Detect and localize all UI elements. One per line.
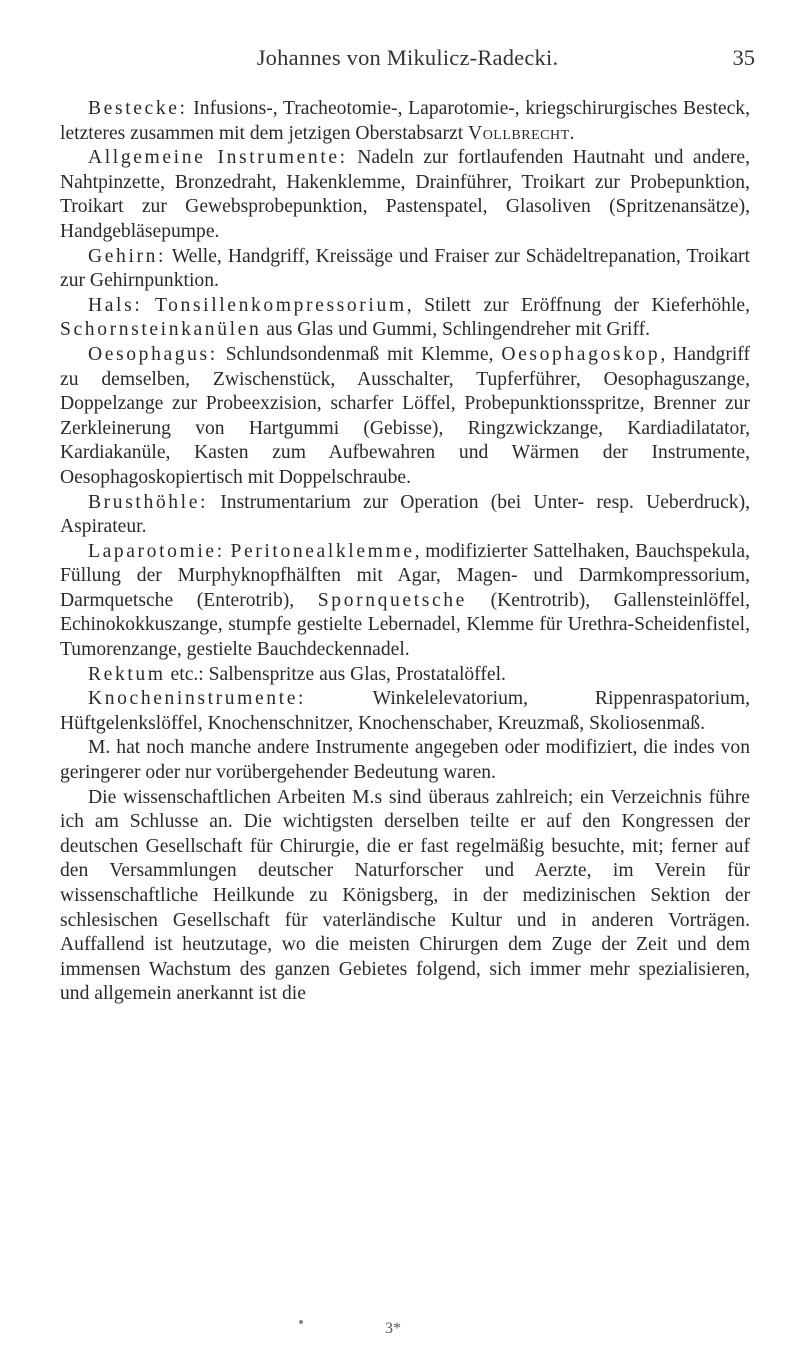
paragraph-text: (Kentrotrib), Gallensteinlöffel, Echinokokkuszange, stumpfe gestielte Lebernadel, Klemme für Urethra-Scheidenfistel, Tumorenzange, gestielte Bauchdeckennadel.	[60, 589, 750, 661]
paragraph-text: Schlundsondenmaß mit Klemme,	[217, 343, 502, 365]
paragraph-text: Winkelelevatorium, Rippenraspatorium, Hüftgelenkslöffel, Knochenschnitzer, Knochenschaber, Kreuzmaß, Skoliosenmaß.	[60, 688, 750, 734]
section-label: Allgemeine Instrumente:	[88, 147, 348, 169]
section-label: Bestecke:	[88, 98, 188, 119]
paragraph-text: , modifizierter Sattelhaken, Bauchspekula, Füllung der Murphyknopfhälften mit Agar, Magen- und Darmkompressorium, Darmquetsche (Enterotrib),	[60, 540, 750, 611]
paragraph-tail: .	[569, 122, 575, 144]
section-label: Knocheninstrumente:	[88, 688, 307, 710]
paragraph-text: etc.: Salbenspritze aus Glas, Prostatalöffel.	[165, 663, 506, 685]
running-head	[60, 38, 755, 78]
section-label: Gehirn:	[88, 245, 167, 267]
body-text	[60, 97, 750, 1007]
section-label: Laparotomie:	[88, 540, 225, 562]
paragraph-wissenschaftliche-arbeiten: Die wissenschaftlichen Arbeiten M.s sind überaus zahlreich; ein Verzeichnis führe ich am Schlusse an. Die wichtigsten derselben teilte er auf den Kongressen der deutschen Gesellschaft für Chirurgie, die er fast regelmäßig besuchte, mit; ferner auf den Versammlungen deutscher Naturforscher und Aerzte, im Verein für wissenschaftliche Heilkunde zu Königsberg, in der medizinischen Sektion der schlesischen Gesellschaft für vaterländische Kultur und in anderen Vorträgen. Auffallend ist heutzutage, wo die meisten Chirurgen dem Zuge der Zeit und dem immensen Wachstum des ganzen Gebietes folgend, sich immer mehr spezialisieren, und allgemein anerkannt ist die	[60, 786, 750, 1005]
paragraph-text: , Stilett zur Eröffnung der Kieferhöhle,	[406, 294, 750, 316]
paragraph-text: Welle, Handgriff, Kreissäge und Fraiser zur Schädeltrepanation, Troikart zur Gehirnpunktion.	[60, 245, 750, 292]
person-name: Vollbrecht	[468, 122, 570, 144]
paragraph-rektum	[60, 663, 750, 688]
signature-mark: 3*	[385, 1320, 401, 1337]
spaced-term: Oesophagoskop	[501, 343, 661, 365]
paragraph-laparotomie	[60, 540, 750, 663]
paragraph-gehirn	[60, 245, 750, 294]
spaced-term: Peritonealklemme	[230, 540, 415, 562]
running-title: Johannes von Mikulicz-Radecki.	[256, 45, 559, 70]
paragraph-text: Nadeln zur fortlaufenden Hautnaht und andere, Nahtpinzette, Bronzedraht, Hakenklemme, Drainführer, Troikart zur Probepunktion, Troikart zur Gewebsprobepunktion, Pastenspatel, Glasoliven (Spritzenansätze), Handgebläsepumpe.	[60, 147, 750, 242]
paragraph-text: Instrumentarium zur Operation (bei Unter- resp. Ueberdruck), Aspirateur.	[60, 491, 750, 538]
paragraph-text: aus Glas und Gummi, Schlingendreher mit Griff.	[261, 319, 651, 341]
section-label: Brusthöhle:	[88, 491, 209, 513]
paragraph-oesophagus	[60, 343, 750, 491]
spaced-term: Schornsteinkanülen	[60, 319, 262, 341]
paragraph-allgemeine-instrumente	[60, 146, 750, 244]
paragraph-bestecke	[60, 97, 750, 146]
section-label: Hals:	[88, 294, 143, 316]
print-speck	[299, 1320, 303, 1324]
paragraph-knocheninstrumente	[60, 687, 750, 736]
paragraph-hals	[60, 294, 750, 343]
paragraph-text: , Handgriff zu demselben, Zwischenstück, Ausschalter, Tupferführer, Oesophaguszange, Doppelzange zur Probeexzision, scharfer Löffel, Probepunktionsspritze, Brenner zur Zerkleinerung von Hartgummi (Gebisse), Ringzwickzange, Kardiadilatator, Kardiakanüle, Kasten zum Aufbewahren und Wärmen der Instrumente, Oesophagoskopiertisch mit Doppelschraube.	[60, 343, 750, 488]
paragraph-instrumente-summary: M. hat noch manche andere Instrumente angegeben oder modifiziert, die indes von geringerer oder nur vorübergehender Bedeutung waren.	[60, 737, 750, 784]
section-label: Rektum	[88, 663, 166, 685]
paragraph-brusthoehle	[60, 491, 750, 540]
spaced-term: Spornquetsche	[317, 589, 467, 611]
section-label: Oesophagus:	[88, 343, 218, 365]
page-number: 35	[732, 45, 755, 70]
paragraph-text: Infusions-, Tracheotomie-, Laparotomie-, kriegschirurgisches Besteck, letzteres zusammen mit dem jetzigen Oberstabsarzt	[60, 98, 750, 144]
spaced-term: Tonsillenkompressorium	[154, 294, 407, 316]
